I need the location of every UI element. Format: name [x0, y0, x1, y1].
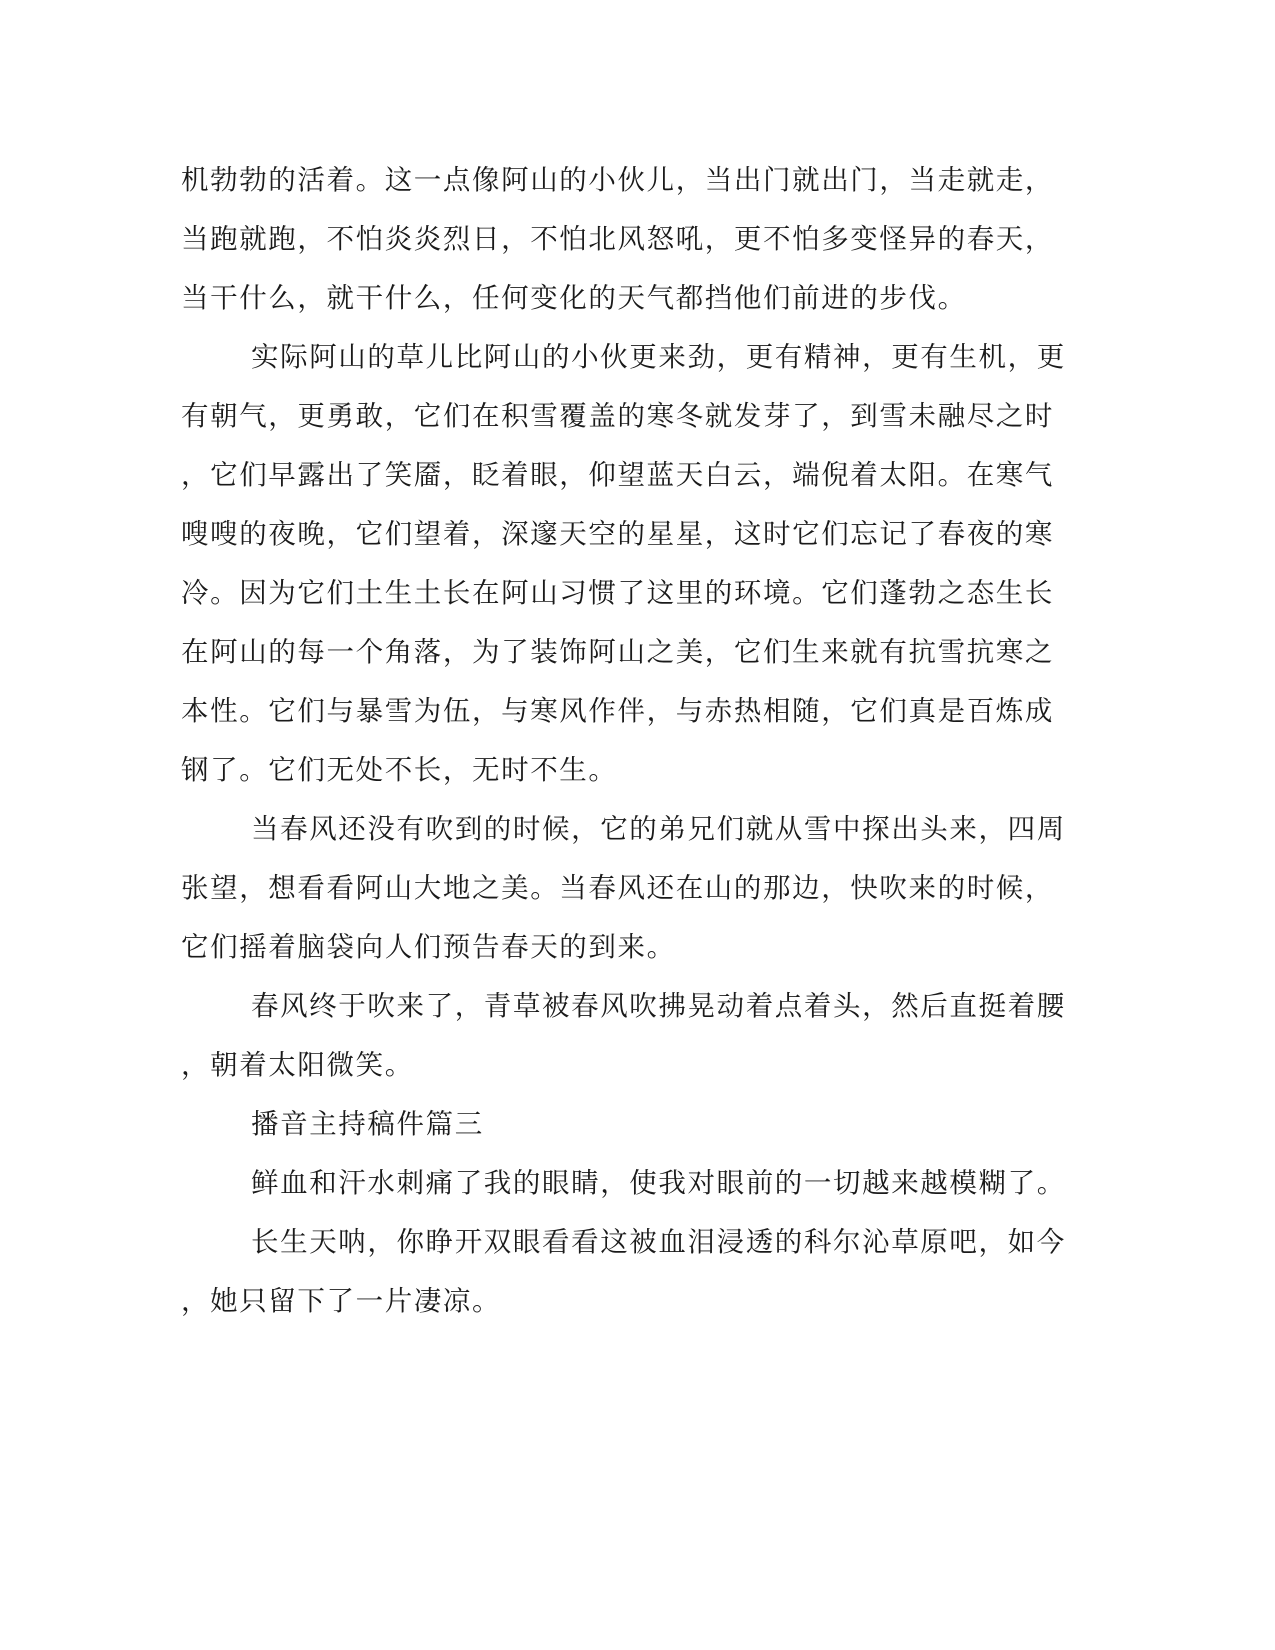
text-line: 春风终于吹来了，青草被春风吹拂晃动着点着头，然后直挺着腰 [251, 990, 1066, 1022]
text-line: 当春风还没有吹到的时候，它的弟兄们就从雪中探出头来，四周 [251, 813, 1066, 845]
text-line: 在阿山的每一个角落，为了装饰阿山之美，它们生来就有抗雪抗寒之 [181, 636, 1054, 668]
text-line: 本性。它们与暴雪为伍，与寒风作伴，与赤热相随，它们真是百炼成 [181, 695, 1054, 727]
text-line: 长生天呐，你睁开双眼看看这被血泪浸透的科尔沁草原吧，如今 [251, 1226, 1066, 1258]
text-line: 冷。因为它们土生土长在阿山习惯了这里的环境。它们蓬勃之态生长 [181, 577, 1054, 609]
text-line: ，她只留下了一片凄凉。 [181, 1285, 502, 1317]
text-line: 钢了。它们无处不长，无时不生。 [181, 754, 618, 786]
text-line: 有朝气，更勇敢，它们在积雪覆盖的寒冬就发芽了，到雪未融尽之时 [181, 400, 1054, 432]
text-line: 张望，想看看阿山大地之美。当春风还在山的那边，快吹来的时候， [181, 872, 1054, 904]
text-line: ，朝着太阳微笑。 [181, 1049, 414, 1081]
section-heading: 播音主持稿件篇三 [251, 1108, 484, 1140]
text-line: 机勃勃的活着。这一点像阿山的小伙儿，当出门就出门，当走就走， [181, 164, 1054, 196]
text-line: 嗖嗖的夜晚，它们望着，深邃天空的星星，这时它们忘记了春夜的寒 [181, 518, 1054, 550]
text-line: 它们摇着脑袋向人们预告春天的到来。 [181, 931, 676, 963]
text-line: 当干什么，就干什么，任何变化的天气都挡他们前进的步伐。 [181, 282, 967, 314]
text-line: 当跑就跑，不怕炎炎烈日，不怕北风怒吼，更不怕多变怪异的春天， [181, 223, 1054, 255]
text-line: ，它们早露出了笑靥，眨着眼，仰望蓝天白云，端倪着太阳。在寒气 [181, 459, 1054, 491]
text-line: 鲜血和汗水刺痛了我的眼睛，使我对眼前的一切越来越模糊了。 [251, 1167, 1066, 1199]
text-line: 实际阿山的草儿比阿山的小伙更来劲，更有精神，更有生机，更 [251, 341, 1066, 373]
